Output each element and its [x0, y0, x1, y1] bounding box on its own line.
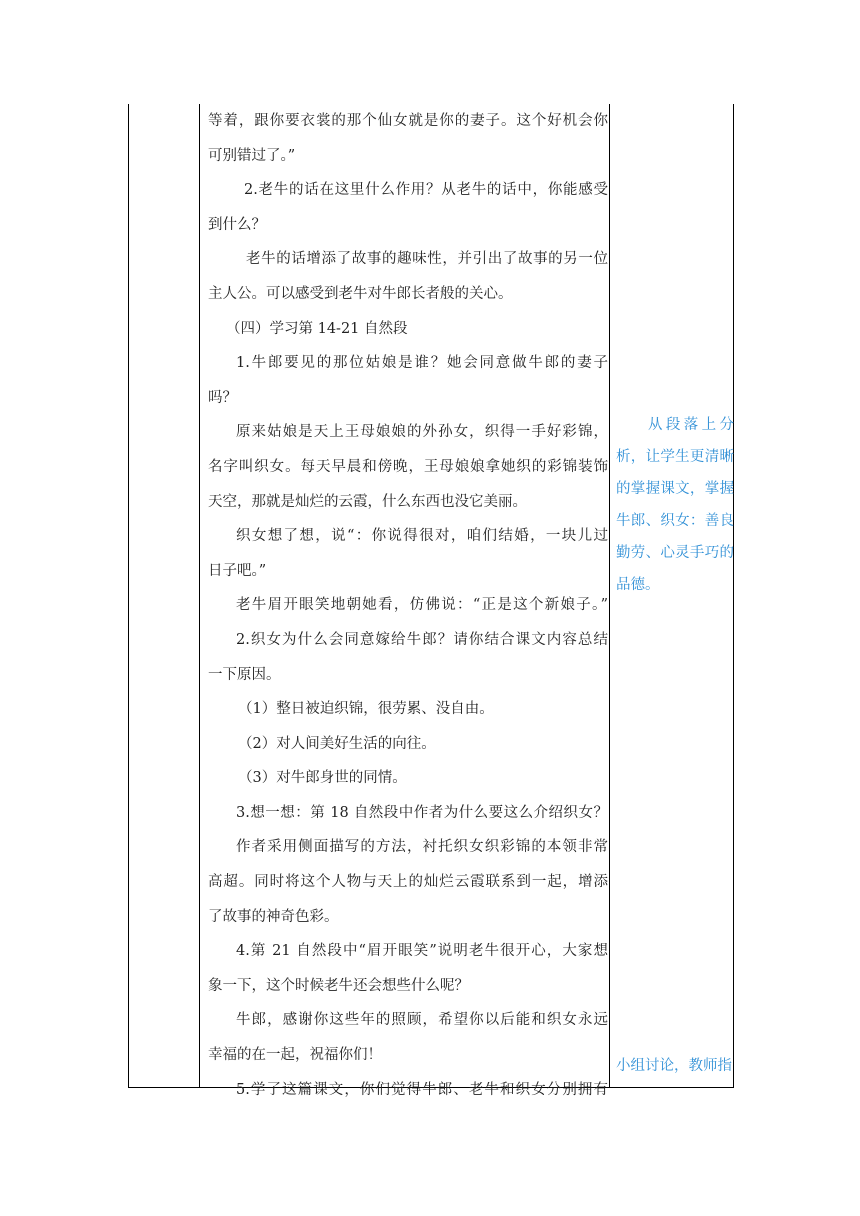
text-line: 一下原因。 [208, 666, 281, 683]
text-line: 原来姑娘是天上王母娘娘的外孙女，织得一手好彩锦， [236, 424, 608, 441]
note-line: 小组讨论，教师指 [616, 1058, 732, 1074]
text-line: 象一下，这个时候老牛还会想些什么呢？ [208, 977, 469, 994]
table-border-left [128, 104, 129, 1088]
text-line: 名字叫织女。每天早晨和傍晚，王母娘娘拿她织的彩锦装饰 [208, 458, 608, 475]
table-divider-1 [199, 104, 200, 1088]
text-line: 等着，跟你要衣裳的那个仙女就是你的妻子。这个好机会你 [208, 113, 608, 129]
text-line: 幸福的在一起，祝福你们！ [208, 1047, 382, 1064]
text-line: 了故事的神奇色彩。 [208, 908, 339, 925]
note-line: 析，让学生更清晰 [616, 449, 734, 465]
text-line: （3）对牛郎身世的同情。 [238, 770, 407, 787]
text-line: 牛郎，感谢你这些年的照顾，希望你以后能和织女永远 [236, 1012, 608, 1029]
text-line: 2.老牛的话在这里什么作用？从老牛的话中，你能感受 [244, 182, 608, 199]
text-line: 老牛的话增添了故事的趣味性，并引出了故事的另一位 [246, 251, 608, 268]
note-line: 的掌握课文，掌握 [616, 481, 734, 497]
text-line: 天空，那就是灿烂的云霞，什么东西也没它美丽。 [208, 493, 527, 510]
text-line: 主人公。可以感受到老牛对牛郎长者般的关心。 [208, 285, 513, 302]
text-line: 日子吧。” [208, 562, 267, 579]
text-line: 1.牛郎要见的那位姑娘是谁？她会同意做牛郎的妻子 [236, 355, 608, 372]
text-line: 2.织女为什么会同意嫁给牛郎？请你结合课文内容总结 [236, 631, 608, 648]
text-line: 4.第 21 自然段中“眉开眼笑”说明老牛很开心，大家想 [236, 943, 608, 960]
text-line: 织女想了想，说“：你说得很对，咱们结婚，一块儿过 [236, 528, 608, 545]
design-notes-continuation [616, 1050, 734, 1082]
design-notes-column [616, 409, 734, 601]
text-line: 作者采用侧面描写的方法，衬托织女织彩锦的本领非常 [236, 839, 608, 856]
text-line: 高超。同时将这个人物与天上的灿烂云霞联系到一起，增添 [208, 874, 608, 891]
table-divider-2 [609, 104, 610, 1088]
note-line: 从段落上分 [648, 417, 734, 433]
note-line: 牛郎、织女：善良 [616, 513, 734, 529]
text-line: 3.想一想：第 18 自然段中作者为什么要这么介绍织女？ [236, 804, 608, 821]
lesson-content-column [208, 104, 608, 1107]
text-line: 老牛眉开眼笑地朝她看，仿佛说：“正是这个新娘子。” [236, 597, 608, 614]
text-line: 可别错过了。” [208, 147, 296, 164]
text-line: 吗？ [208, 389, 237, 406]
text-line: 5.学了这篇课文，你们觉得牛郎、老牛和织女分别拥有 [236, 1081, 608, 1098]
text-line: （2）对人间美好生活的向往。 [238, 735, 436, 752]
text-line: 到什么？ [208, 216, 266, 233]
text-line: （1）整日被迫织锦，很劳累、没自由。 [238, 701, 494, 718]
text-line: （四）学习第 14-21 自然段 [226, 320, 408, 337]
note-line: 勤劳、心灵手巧的 [616, 545, 734, 561]
note-line: 品德。 [616, 577, 660, 593]
